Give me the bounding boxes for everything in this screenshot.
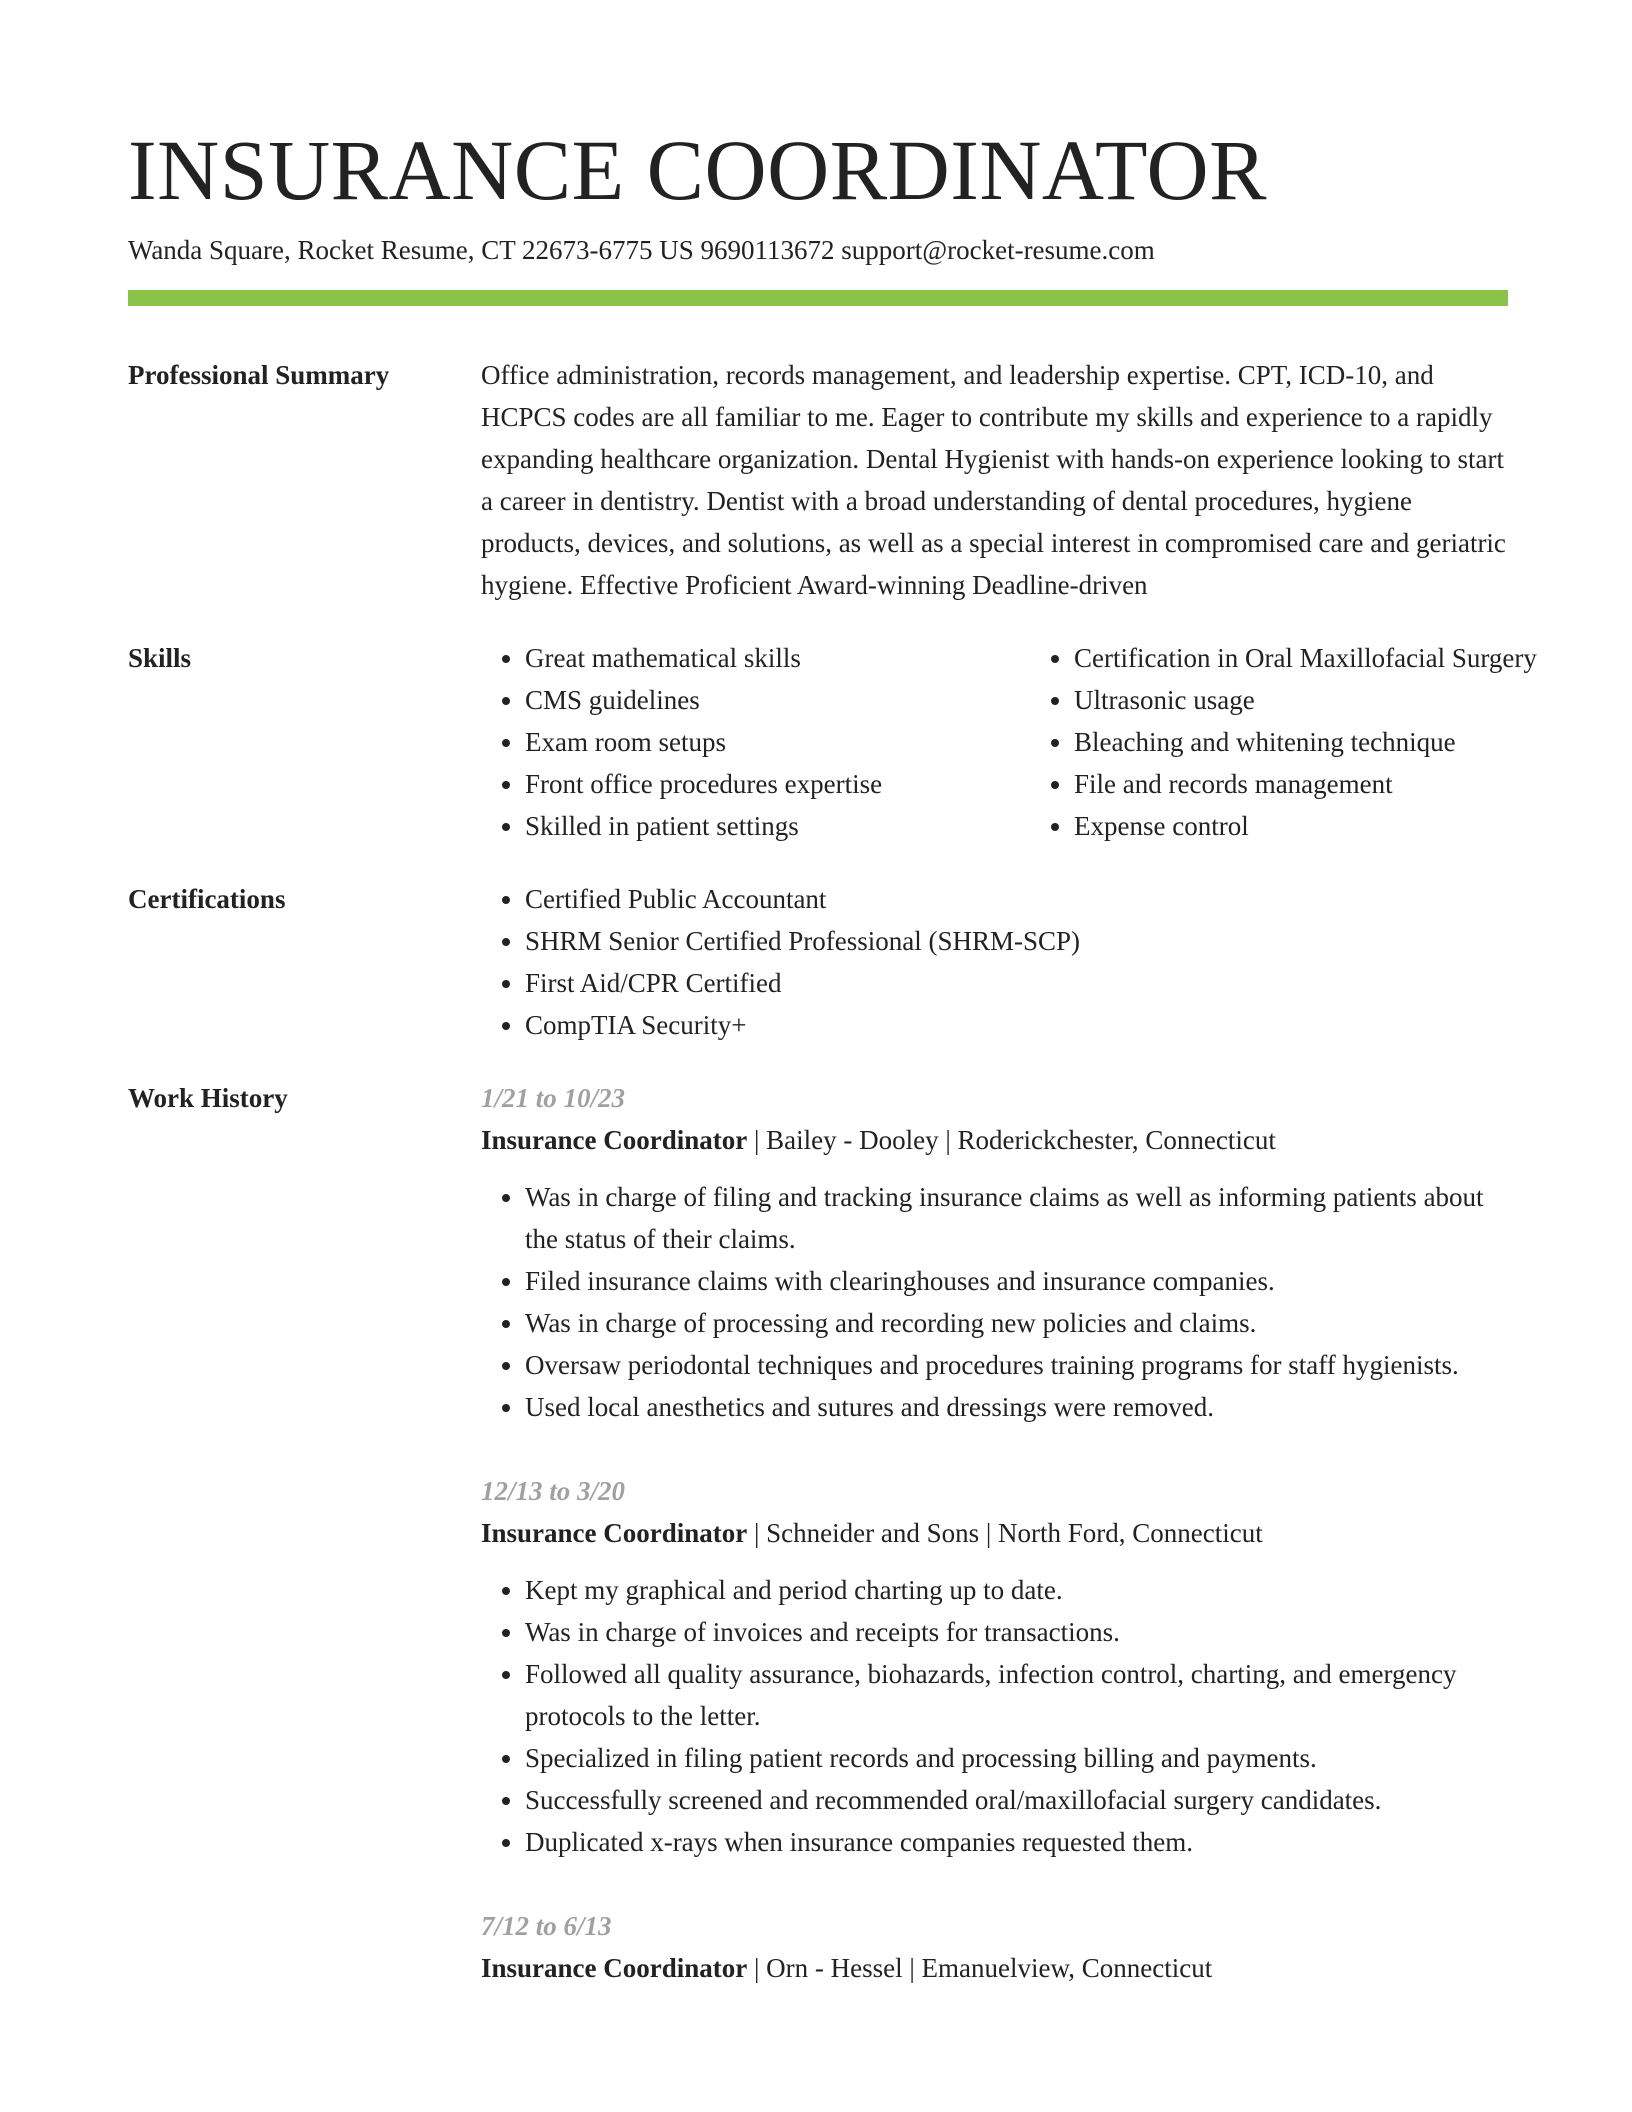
job-heading [481,1119,1508,1161]
header-divider [128,290,1508,306]
job-title: Insurance Coordinator [481,1518,748,1548]
list-item: • Certification in Oral Maxillofacial Surgery [1074,637,1579,679]
list-item: • Exam room setups [525,721,1030,763]
list-item: • Bleaching and whitening technique [1074,721,1579,763]
list-item: • Duplicated x-rays when insurance companies requested them. [525,1821,1508,1863]
list-item: • Certified Public Accountant [525,878,1508,920]
work-history-section [128,1077,1508,2031]
certifications-section [128,878,1508,1046]
section-label-skills: Skills [128,643,192,673]
job-entry [481,1905,1508,1989]
job-bullets [481,1176,1508,1428]
list-item: • Skilled in patient settings [525,805,1030,847]
section-label-professional-summary: Professional Summary [128,360,390,390]
list-item: • Ultrasonic usage [1074,679,1579,721]
skills-section [128,637,1537,847]
list-item: • Kept my graphical and period charting up to date. [525,1569,1508,1611]
list-item: • Used local anesthetics and sutures and dressings were removed. [525,1386,1508,1428]
job-entry [481,1470,1508,1863]
list-item: • Expense control [1074,805,1579,847]
job-dates: 7/12 to 6/13 [481,1911,612,1941]
job-details: | Schneider and Sons | North Ford, Connecticut [747,1518,1263,1548]
job-entry [481,1077,1508,1428]
job-heading [481,1947,1508,1989]
section-label-certifications: Certifications [128,884,286,914]
list-item: • Successfully screened and recommended oral/maxillofacial surgery candidates. [525,1779,1508,1821]
contact-email: support@rocket-resume.com [841,235,1155,265]
contact-line [128,232,1508,268]
list-item: • Specialized in filing patient records and processing billing and payments. [525,1737,1508,1779]
job-title: Insurance Coordinator [481,1125,748,1155]
certifications-list [481,878,1508,1046]
skills-list-right [1030,637,1579,847]
job-details: | Orn - Hessel | Emanuelview, Connecticut [747,1953,1213,1983]
list-item: • Followed all quality assurance, biohazards, infection control, charting, and emergency protocols to the letter. [525,1653,1508,1737]
resume-name-heading: INSURANCE COORDINATOR [128,122,1267,218]
list-item: • CompTIA Security+ [525,1004,1508,1046]
skills-list-left [481,637,1030,847]
list-item: • SHRM Senior Certified Professional (SHRM-SCP) [525,920,1508,962]
list-item: • Front office procedures expertise [525,763,1030,805]
job-heading [481,1512,1508,1554]
job-dates: 1/21 to 10/23 [481,1083,626,1113]
summary-text: Office administration, records management, and leadership expertise. CPT, ICD-10, and HCPCS codes are all familiar to me. Eager to contribute my skills and experience to a rapidly expanding healthcare organization. Dental Hygienist with hands-on experience looking to start a career in dentistry. Dentist with a broad understanding of dental procedures, hygiene products, devices, and solutions, as well as a special interest in compromised care and geriatric hygiene. Effective Proficient Award-winning Deadline-driven [481,360,1506,600]
list-item: • Oversaw periodontal techniques and procedures training programs for staff hygienists. [525,1344,1508,1386]
section-label-work-history: Work History [128,1083,288,1113]
list-item: • First Aid/CPR Certified [525,962,1508,1004]
job-dates: 12/13 to 3/20 [481,1476,626,1506]
professional-summary-section [128,354,1508,606]
resume-page [128,120,1537,2031]
job-bullets [481,1569,1508,1863]
contact-address: Wanda Square, Rocket Resume, CT 22673-6775 US [128,235,694,265]
list-item: • File and records management [1074,763,1579,805]
list-item: • Was in charge of invoices and receipts for transactions. [525,1611,1508,1653]
contact-phone: 9690113672 [700,235,835,265]
job-details: | Bailey - Dooley | Roderickchester, Connecticut [747,1125,1276,1155]
list-item: • CMS guidelines [525,679,1030,721]
list-item: • Was in charge of processing and recording new policies and claims. [525,1302,1508,1344]
list-item: • Filed insurance claims with clearinghouses and insurance companies. [525,1260,1508,1302]
job-title: Insurance Coordinator [481,1953,748,1983]
list-item: • Was in charge of filing and tracking insurance claims as well as informing patients about the status of their claims. [525,1176,1508,1260]
list-item: • Great mathematical skills [525,637,1030,679]
